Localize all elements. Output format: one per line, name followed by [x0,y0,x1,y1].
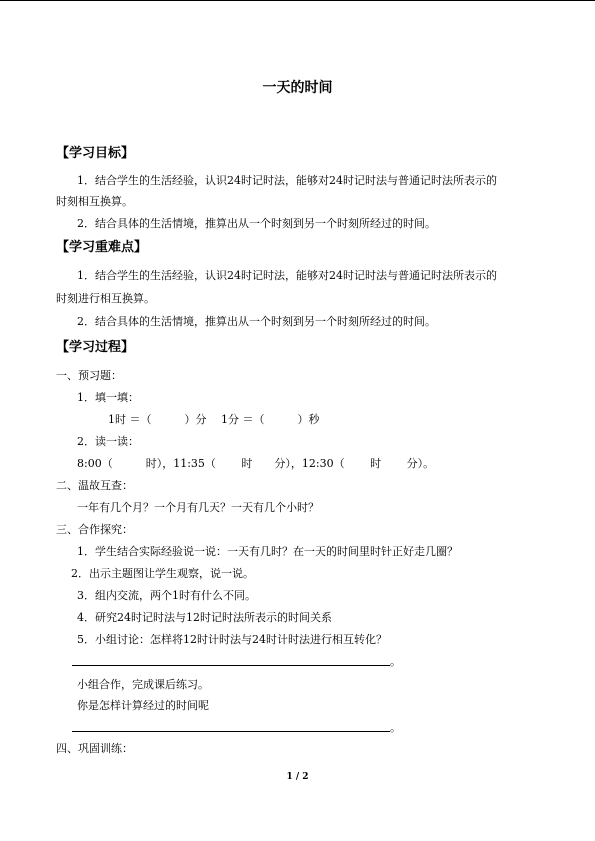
answer-blank-1-period: 。 [390,655,401,668]
page-title: 一天的时间 [262,80,333,96]
answer-blank-line-1[interactable] [72,665,390,666]
answer-blank-line-2[interactable] [72,731,390,732]
heading-process: 【学习过程】 [56,340,135,355]
part3-how-calc: 你是怎样计算经过的时间呢 [77,699,209,712]
part2-question: 一年有几个月？一个月有几天？一天有几个小时？ [77,501,319,514]
goals-item1-line1: 1．结合学生的生活经验，认识24时记时法，能够对24时记时法与普通记时法所表示的 [77,174,497,187]
heading-key-points: 【学习重难点】 [56,240,148,255]
part3-item5: 5．小组讨论：怎样将12时计时法与24时计时法进行相互转化？ [77,633,387,646]
part3-group-work: 小组合作，完成课后练习。 [77,678,209,691]
part1-fill-title: 1．填一填： [77,391,139,404]
part3-item2: 2．出示主题图让学生观察，说一说。 [71,567,254,580]
top-rule [0,0,595,1]
key-points-item1-line1: 1．结合学生的生活经验，认识24时记时法，能够对24时记时法与普通记时法所表示的 [77,269,497,282]
part4-label: 四、巩固训练： [56,742,133,755]
part1-fill-line: 1时 ＝（ ）分 1分 ＝（ ）秒 [108,413,320,426]
part3-item1: 1．学生结合实际经验说一说：一天有几时？在一天的时间里时针正好走几圈？ [77,545,458,558]
answer-blank-2-period: 。 [390,721,401,734]
goals-item1-line2: 时刻相互换算。 [56,195,133,208]
part3-item3: 3．组内交流，两个1时有什么不同。 [77,589,256,602]
key-points-item2: 2．结合具体的生活情境，推算出从一个时刻到另一个时刻所经过的时间。 [77,315,436,328]
heading-goals: 【学习目标】 [56,146,135,161]
part1-read-line: 8:00（ 时），11:35（ 时 分），12:30（ 时 分）。 [77,457,435,470]
key-points-item1-line2: 时刻进行相互换算。 [56,292,155,305]
part1-read-title: 2．读一读： [77,435,139,448]
goals-item2: 2．结合具体的生活情境，推算出从一个时刻到另一个时刻所经过的时间。 [77,217,436,230]
part3-label: 三、合作探究： [56,523,133,536]
part2-label: 二、温故互查： [56,479,133,492]
part3-item4: 4．研究24时记时法与12时记时法所表示的时间关系 [77,611,332,624]
part1-label: 一、预习题： [56,369,122,382]
page-number: 1 / 2 [286,772,309,782]
